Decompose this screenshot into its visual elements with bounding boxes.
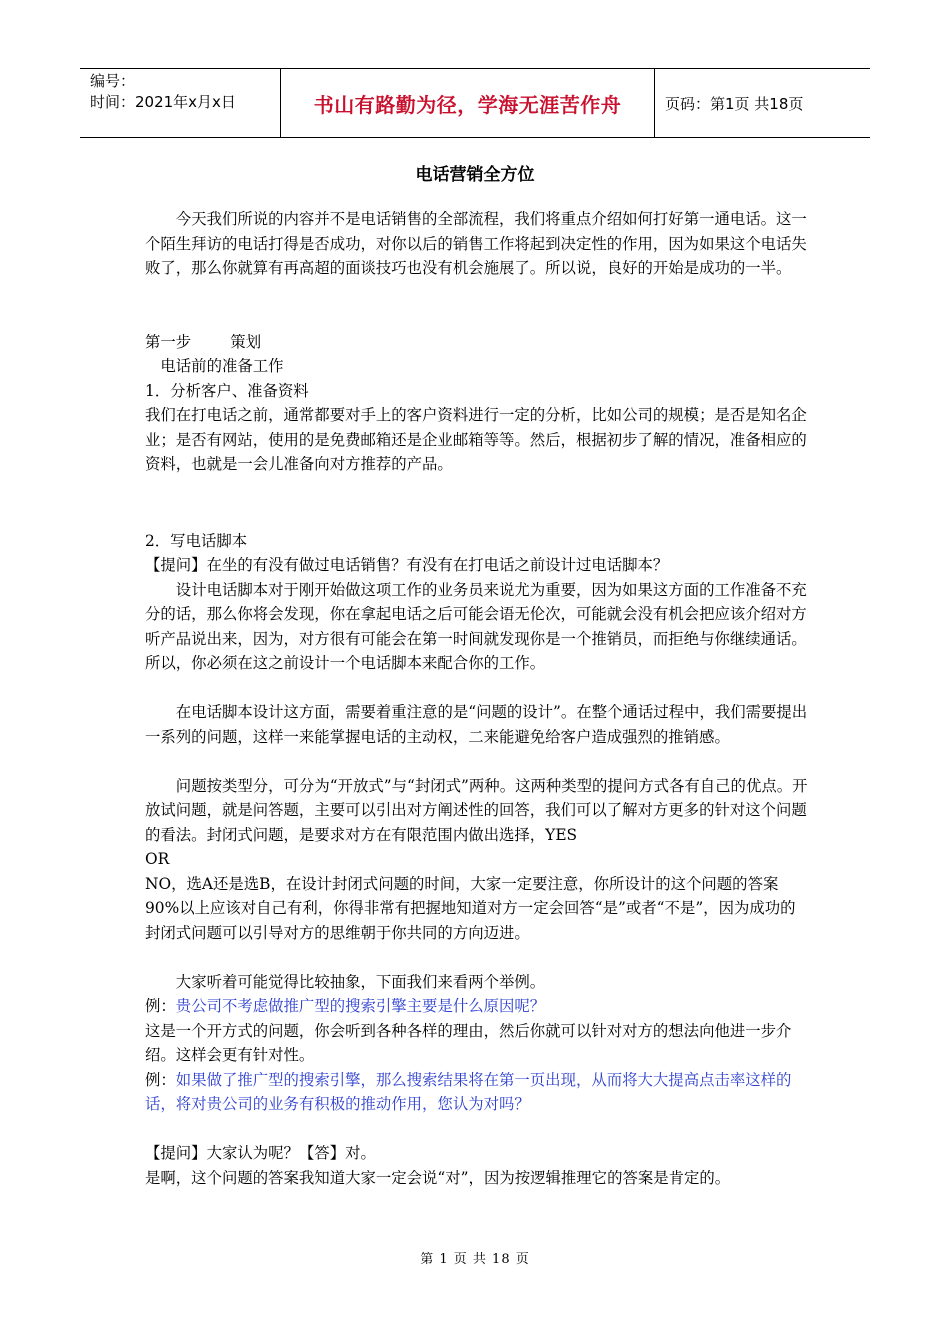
document-title: 电话营销全方位 (415, 165, 535, 185)
item2-heading: 2．写电话脚本 (145, 531, 248, 550)
types-paragraph-cont: NO，选A还是选B，在设计封闭式问题的时间，大家一定要注意，你所设计的这个问题的答案90%以上应该对自己有利，你得非常有把握地知道对方一定会回答“是”或者“不是”，因为成功的封闭式问题可以引导对方的思维朝于你共同的方向迈进。 (145, 874, 796, 942)
types-paragraph-or: OR (145, 850, 170, 868)
item1-paragraph: 我们在打电话之前，通常都要对手上的客户资料进行一定的分析，比如公司的规模；是否是知名企业；是否有网站，使用的是免费邮箱还是企业邮箱等等。然后，根据初步了解的情况，准备相应的资料，也就是一会儿准备向对方推荐的产品。 (145, 406, 807, 473)
example-2-text: 如果做了推广型的搜索引擎，那么搜索结果将在第一页出现，从而将大大提高点击率这样的话，将对贵公司的业务有积极的推动作用，您认为对吗？ (145, 1070, 792, 1113)
header-table (80, 68, 870, 138)
step-heading: 第一步 策划 (145, 332, 262, 351)
document-body (145, 207, 810, 1190)
header-page-info: 页码：第1页 共18页 (665, 94, 804, 113)
item1-heading: 1．分析客户、准备资料 (145, 381, 309, 400)
number-label: 编号： (90, 72, 136, 90)
example-2 (145, 1068, 810, 1117)
intro-paragraph: 今天我们所说的内容并不是电话销售的全部流程，我们将重点介绍如何打好第一通电话。这一个陌生拜访的电话打得是否成功，对你以后的销售工作将起到决定性的作用，因为如果这个电话失败了，那么你就算有再高超的面谈技巧也没有机会施展了。所以说，良好的开始是成功的一半。 (145, 210, 807, 277)
design-paragraph: 在电话脚本设计这方面，需要着重注意的是“问题的设计”。在整个通话过程中，我们需要提出一系列的问题，这样一来能掌握电话的主动权，二来能避免给客户造成强烈的推销感。 (145, 703, 808, 746)
example-label: 例： (145, 1070, 176, 1089)
example-1-text: 贵公司不考虑做推广型的搜索引擎主要是什么原因呢？ (175, 997, 546, 1015)
example-1-note: 这是一个开方式的问题，你会听到各种各样的理由，然后你就可以针对对方的想法向他进一步介绍。这样会更有针对性。 (145, 1021, 792, 1064)
examples-intro: 大家听着可能觉得比较抽象，下面我们来看两个举例。 (175, 972, 546, 991)
example-label: 例： (145, 997, 176, 1015)
example-1 (145, 994, 810, 1019)
question-1: 【提问】在坐的有没有做过电话销售？有没有在打电话之前设计过电话脚本？ (145, 556, 669, 574)
page-footer: 第 1 页 共 18 页 (420, 1252, 530, 1267)
header-motto: 书山有路勤为径，学海无涯苦作舟 (280, 69, 655, 137)
script-paragraph: 设计电话脚本对于刚开始做这项工作的业务员来说尤为重要，因为如果这方面的工作准备不充分的话，那么你将会发现，你在拿起电话之后可能会语无伦次，可能就会没有机会把应该介绍对方听产品说出来，因为，对方很有可能会在第一时间就发现你是一个推销员，而拒绝与你继续通话。所以，你必须在这之前设计一个电话脚本来配合你的工作。 (145, 580, 807, 672)
last-paragraph: 是啊，这个问题的答案我知道大家一定会说“对”，因为按逻辑推理它的答案是肯定的。 (145, 1168, 731, 1187)
types-paragraph: 问题按类型分，可分为“开放式”与“封闭式”两种。这两种类型的提问方式各有自己的优点。开放试问题，就是问答题，主要可以引出对方阐述性的回答，我们可以了解对方更多的针对这个问题的看法。封闭式问题，是要求对方在有限范围内做出选择，YES (145, 776, 808, 844)
header-meta (80, 69, 280, 137)
step-subheading: 电话前的准备工作 (160, 357, 284, 375)
date-line: 时间：2021年x月x日 (90, 93, 236, 111)
question-2: 【提问】大家认为呢？【答】对。 (145, 1144, 376, 1162)
